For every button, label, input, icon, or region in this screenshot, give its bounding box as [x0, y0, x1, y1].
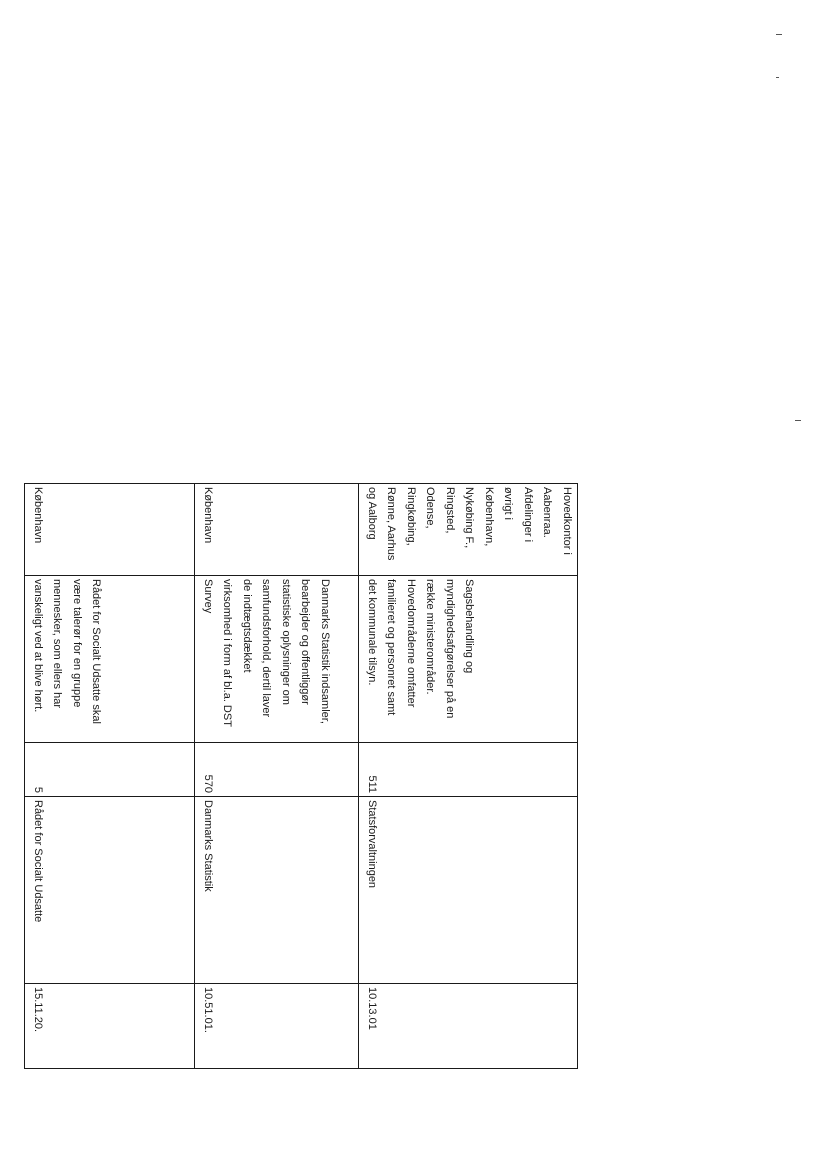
scan-mark: [776, 77, 779, 78]
description-cell: Rådet for Socialt Udsatte skal være talerør for en gruppe mennesker, som ellers har vanskeligt ved at blive hørt.: [25, 576, 195, 743]
description-cell: Sagsbehandling og myndighedsafgørelser på en række ministerområder. Hovedområderne omfatter familieret og personret samt det kommunale tilsyn.: [359, 576, 578, 743]
code-cell: 10.13.01: [359, 984, 578, 1069]
count-cell: 5: [25, 743, 195, 797]
description-cell: Danmarks Statistik indsamler, bearbejder og offentliggør statistiske oplysninger om samfundsforhold, dertil laver de indtægtsdækket virksomhed i form af bl.a. DST Survey: [195, 576, 359, 743]
institution-name-cell: Rådet for Socialt Udsatte: [25, 797, 195, 984]
location-cell: København: [195, 484, 359, 576]
count-cell: 511: [359, 743, 578, 797]
table-row: [25, 484, 195, 1069]
institution-name-cell: Danmarks Statistik: [195, 797, 359, 984]
table-row: [359, 484, 578, 1069]
location-cell: Hovedkontor i Aabenraa. Afdelinger i øvrigt i København, Nykøbing F., Ringsted, Odense, Ringkøbing, Rønne, Aarhus og Aalborg: [359, 484, 578, 576]
institutions-table-rotated: [32, 483, 578, 1068]
institutions-table: [25, 483, 579, 1069]
count-cell: 570: [195, 743, 359, 797]
institution-name-cell: Statsforvaltningen: [359, 797, 578, 984]
location-cell: København: [25, 484, 195, 576]
code-cell: 10.51.01.: [195, 984, 359, 1069]
scan-mark: [776, 34, 782, 35]
table-row: [195, 484, 359, 1069]
scan-mark: [795, 420, 801, 421]
code-cell: 15.11.20.: [25, 984, 195, 1069]
